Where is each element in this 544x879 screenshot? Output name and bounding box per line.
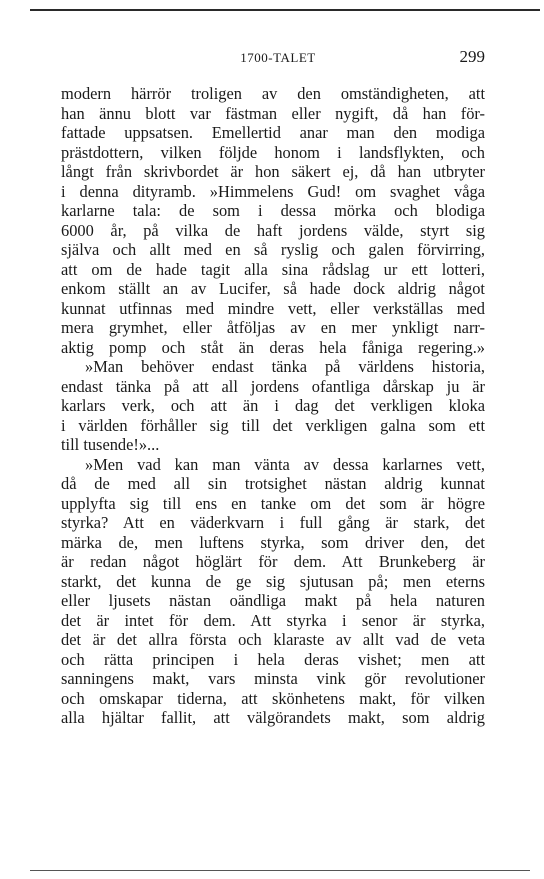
text-line: karlars verk, och att än i dag det verkligen kloka	[61, 396, 485, 415]
text-line: det är det allra första och klaraste av allt vad de veta	[61, 630, 485, 649]
text-line: 6000 år, på vilka de haft jordens välde, styrt sig	[61, 220, 485, 240]
text-line: »Men vad kan man vänta av dessa karlarnes vett,	[85, 454, 485, 474]
text-line: prästdottern, vilken följde honom i landsflykten, och	[61, 142, 485, 162]
text-line: »Man behöver endast tänka på världens historia,	[85, 357, 485, 376]
text-line: aktig pomp och ståt än deras hela fåniga regering.»	[61, 337, 485, 357]
text-line: styrka? Att en väderkvarn i full gång är stark, det	[61, 513, 485, 532]
text-line: upplyfta sig till ens en tanke om det som är högre	[61, 493, 485, 513]
text-line: enkom ställt an av Lucifer, så hade dock aldrig något	[61, 279, 485, 298]
text-line: i denna dityramb. »Himmelens Gud! om svaghet våga	[61, 181, 485, 201]
text-line: kunnat utfinnas med mindre vett, eller verkställas med	[61, 298, 485, 318]
text-line: märka de, men luftens styrka, som driver den, det	[61, 532, 485, 552]
text-line: är redan något höglärt för dem. Att Brunkeberg är	[61, 552, 485, 571]
text-line: alla hjältar fallit, att välgörandets makt, som aldrig	[61, 708, 485, 727]
text-line: starkt, det kunna de ge sig sjutusan på; men eterns	[61, 571, 485, 591]
running-head	[0, 47, 544, 69]
text-line: karlarne tala: de som i dessa mörka och blodiga	[61, 201, 485, 220]
text-line: själva och allt med en så ryslig och galen förvirring,	[61, 240, 485, 259]
text-line: i världen förhåller sig till det verkligen galna som ett	[61, 415, 485, 435]
text-line: eller ljusets nästan oändliga makt på hela naturen	[61, 591, 485, 610]
body-text	[61, 84, 485, 728]
top-rule	[30, 9, 540, 11]
text-line: modern härrör troligen av den omständigheten, att	[61, 84, 485, 103]
text-line: han ännu blott var fästman eller nygift, då han för-	[61, 103, 485, 123]
text-line: långt från skrivbordet är hon säkert ej, då han utbryter	[61, 162, 485, 181]
text-line: och rätta principen i hela deras vishet; men att	[61, 649, 485, 669]
text-line: det är intet för dem. Att styrka i senor är styrka,	[61, 610, 485, 630]
text-line: och omskapar tiderna, att skönhetens makt, för vilken	[61, 688, 485, 708]
text-line: sanningens makt, vars minsta vink gör revolutioner	[61, 669, 485, 688]
text-line: till tusende!»...	[61, 435, 160, 454]
bottom-rule	[30, 870, 530, 871]
text-line: mera grymhet, eller åtföljas av en mer ynkligt narr-	[61, 318, 485, 337]
running-title: 1700-TALET	[240, 50, 316, 65]
text-line: då de med all sin trotsighet nästan aldrig kunnat	[61, 474, 485, 493]
text-line: att om de hade tagit alla sina rådslag ur ett lotteri,	[61, 259, 485, 279]
text-line: endast tänka på att all jordens ofantliga dårskap ju är	[61, 376, 485, 396]
text-line: fattade uppsatsen. Emellertid anar man den modiga	[61, 123, 485, 142]
page-number: 299	[459, 47, 485, 66]
